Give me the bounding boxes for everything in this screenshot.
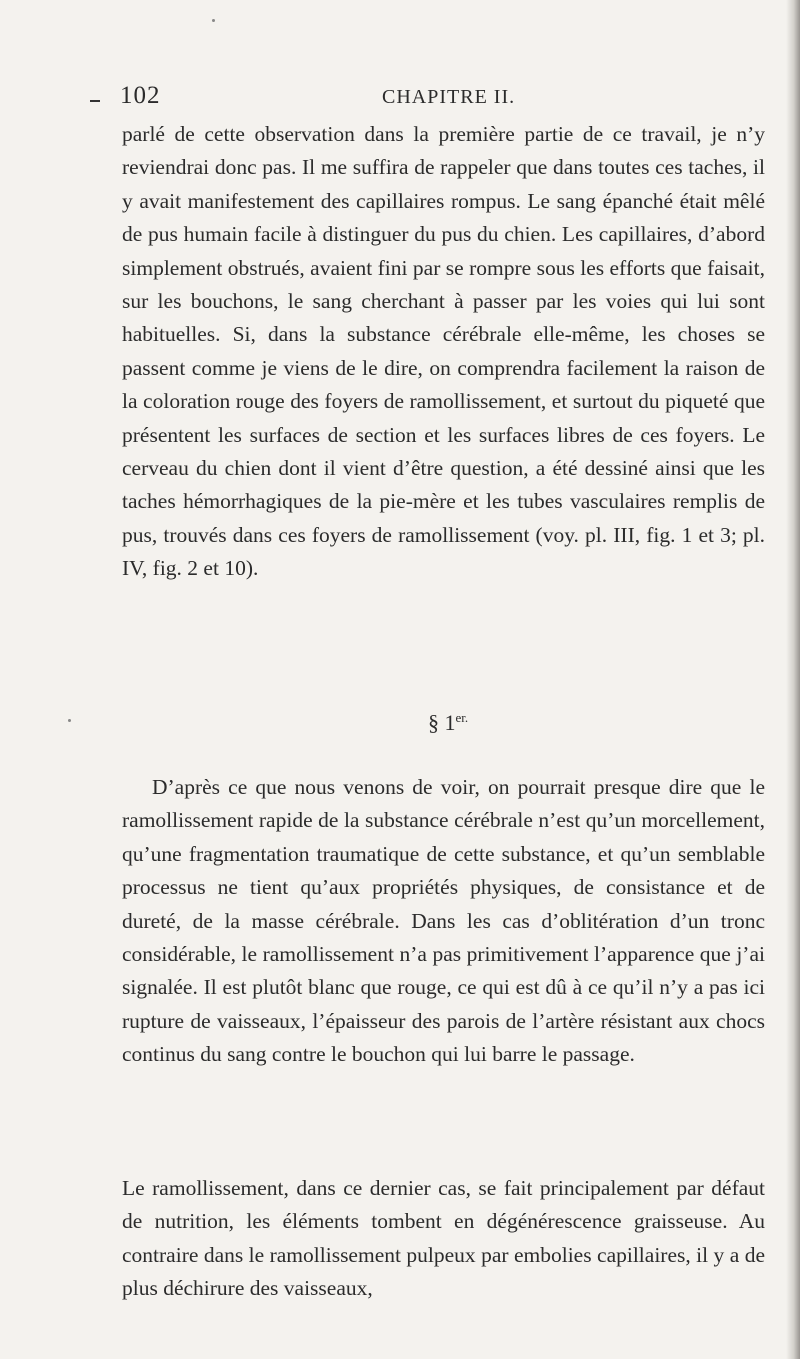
margin-dash bbox=[90, 100, 100, 102]
paragraph-3: Le ramollissement, dans ce dernier cas, se fait principalement par défaut de nutrition, les éléments tombent en dégénérescence graisseuse. Au contraire dans le ramollissement pulpeux par embolies capillaires, il y a de plus déchirure des vaisseaux, bbox=[122, 1176, 765, 1301]
paragraph-2: D’après ce que nous venons de voir, on pourrait presque dire que le ramollissement rapide de la substance cérébrale n’est qu’un morcellement, qu’une fragmentation traumatique de cette substance, et qu’un semblable processus ne tient qu’aux propriétés physiques, de consistance et de dureté, de la masse cérébrale. Dans les cas d’oblitération d’un tronc considérable, le ramollissement n’a pas primitivement l’apparence que j’ai signalée. Il est plutôt blanc que rouge, ce qui est dû à ce qu’il n’y a pas ici rupture de vaisseaux, l’épaisseur des parois de l’artère résistant aux chocs continus du sang contre le bouchon qui lui barre le passage. bbox=[122, 775, 765, 1067]
section-symbol: § 1 bbox=[428, 710, 456, 735]
page-header bbox=[120, 82, 765, 116]
paper-speck bbox=[212, 19, 215, 22]
section-heading bbox=[428, 710, 468, 736]
paper-speck bbox=[68, 719, 71, 722]
running-head: CHAPITRE II. bbox=[382, 86, 516, 108]
page-edge-shadow bbox=[786, 0, 800, 1359]
paragraph-1: parlé de cette observation dans la première partie de ce travail, je n’y reviendrai donc pas. Il me suffira de rappeler que dans toutes ces taches, il y avait manifestement des capillaires rompus. Le sang épanché était mêlé de pus humain facile à distinguer du pus du chien. Les capillaires, d’abord simplement obstrués, avaient fini par se rompre sous les efforts que faisait, sur les bouchons, le sang cherchant à passer par les voies qui lui sont habituelles. Si, dans la substance cérébrale elle-même, les choses se passent comme je viens de le dire, on comprendra facilement la raison de la coloration rouge des foyers de ramollissement, et surtout du piqueté que présentent les surfaces de section et les surfaces libres de ces foyers. Le cerveau du chien dont il vient d’être question, a été dessiné ainsi que les taches hémorrhagiques de la pie-mère et les tubes vasculaires remplis de pus, trouvés dans ces foyers de ramollissement (voy. pl. III, fig. 1 et 3; pl. IV, fig. 2 et 10). bbox=[122, 122, 765, 581]
page-number: 102 bbox=[120, 82, 161, 109]
section-superscript: er. bbox=[455, 710, 469, 725]
